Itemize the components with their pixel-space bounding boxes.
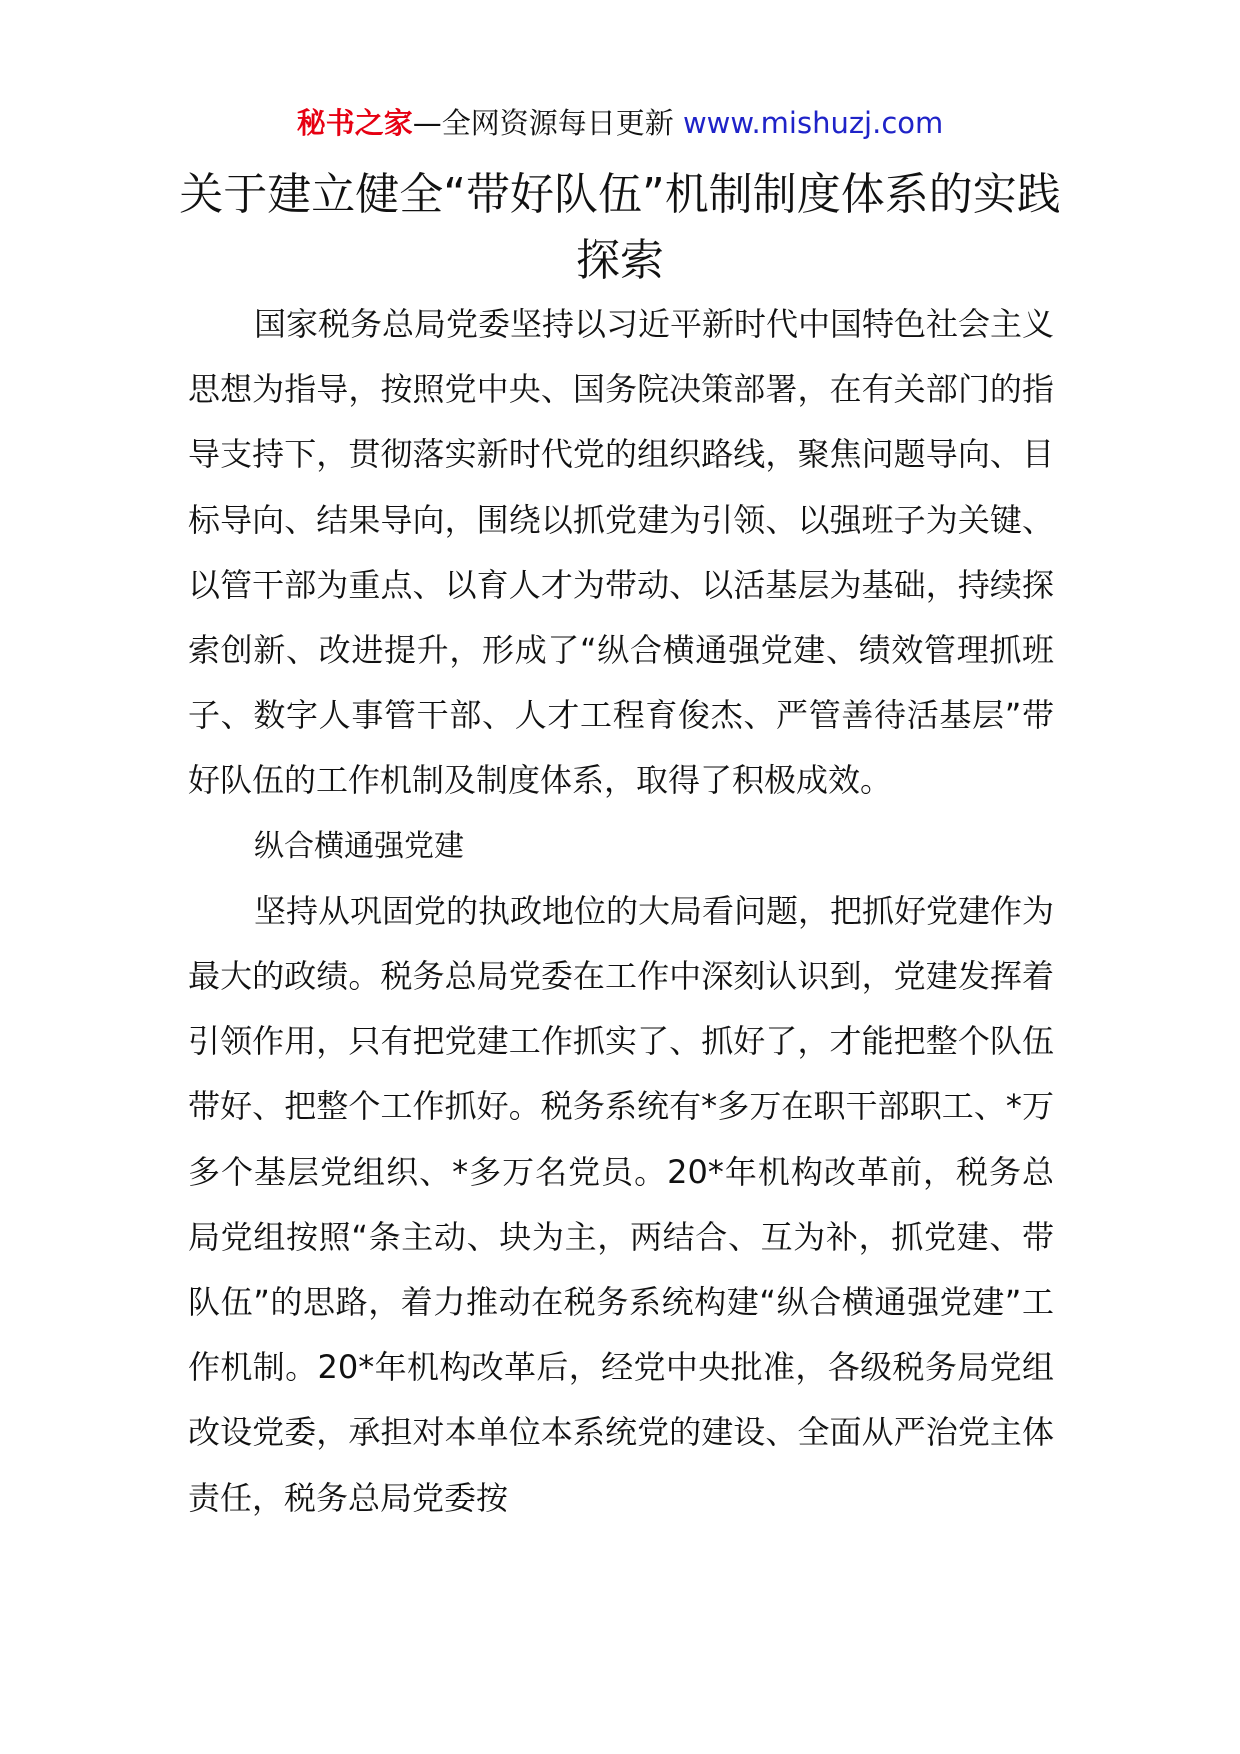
site-brand-name: 秘书之家 (296, 106, 413, 140)
document-title: 关于建立健全“带好队伍”机制制度体系的实践探索 (179, 169, 1061, 286)
site-header-banner (0, 100, 1240, 146)
body-paragraph-party-building: 坚持从巩固党的执政地位的大局看问题，把抓好党建作为最大的政绩。税务总局党委在工作中深刻认识到，党建发挥着引领作用，只有把党建工作抓实了、抓好了，才能把整个队伍带好、把整个工作抓好。税务系统有*多万在职干部职工、*万多个基层党组织、*多万名党员。20*年机构改革前，税务总局党组按照“条主动、块为主，两结合、互为补，抓党建、带队伍”的思路，着力推动在税务系统构建“纵合横通强党建”工作机制。20*年机构改革后，经党中央批准，各级税务局党组改设党委，承担对本单位本系统党的建设、全面从严治党主体责任，税务总局党委按 (188, 891, 1055, 1517)
document-body (188, 292, 1054, 1531)
site-slogan: —全网资源每日更新 (412, 106, 674, 140)
site-url-link[interactable]: www.mishuzj.com (682, 106, 944, 140)
body-paragraph-intro: 国家税务总局党委坚持以习近平新时代中国特色社会主义思想为指导，按照党中央、国务院决策部署，在有关部门的指导支持下，贯彻落实新时代党的组织路线，聚焦问题导向、目标导向、结果导向，围绕以抓党建为引领、以强班子为关键、以管干部为重点、以育人才为带动、以活基层为基础，持续探索创新、改进提升，形成了“纵合横通强党建、绩效管理抓班子、数字人事管干部、人才工程育俊杰、严管善待活基层”带好队伍的工作机制及制度体系，取得了积极成效。 (188, 305, 1055, 800)
section-heading: 纵合横通强党建 (254, 828, 464, 864)
